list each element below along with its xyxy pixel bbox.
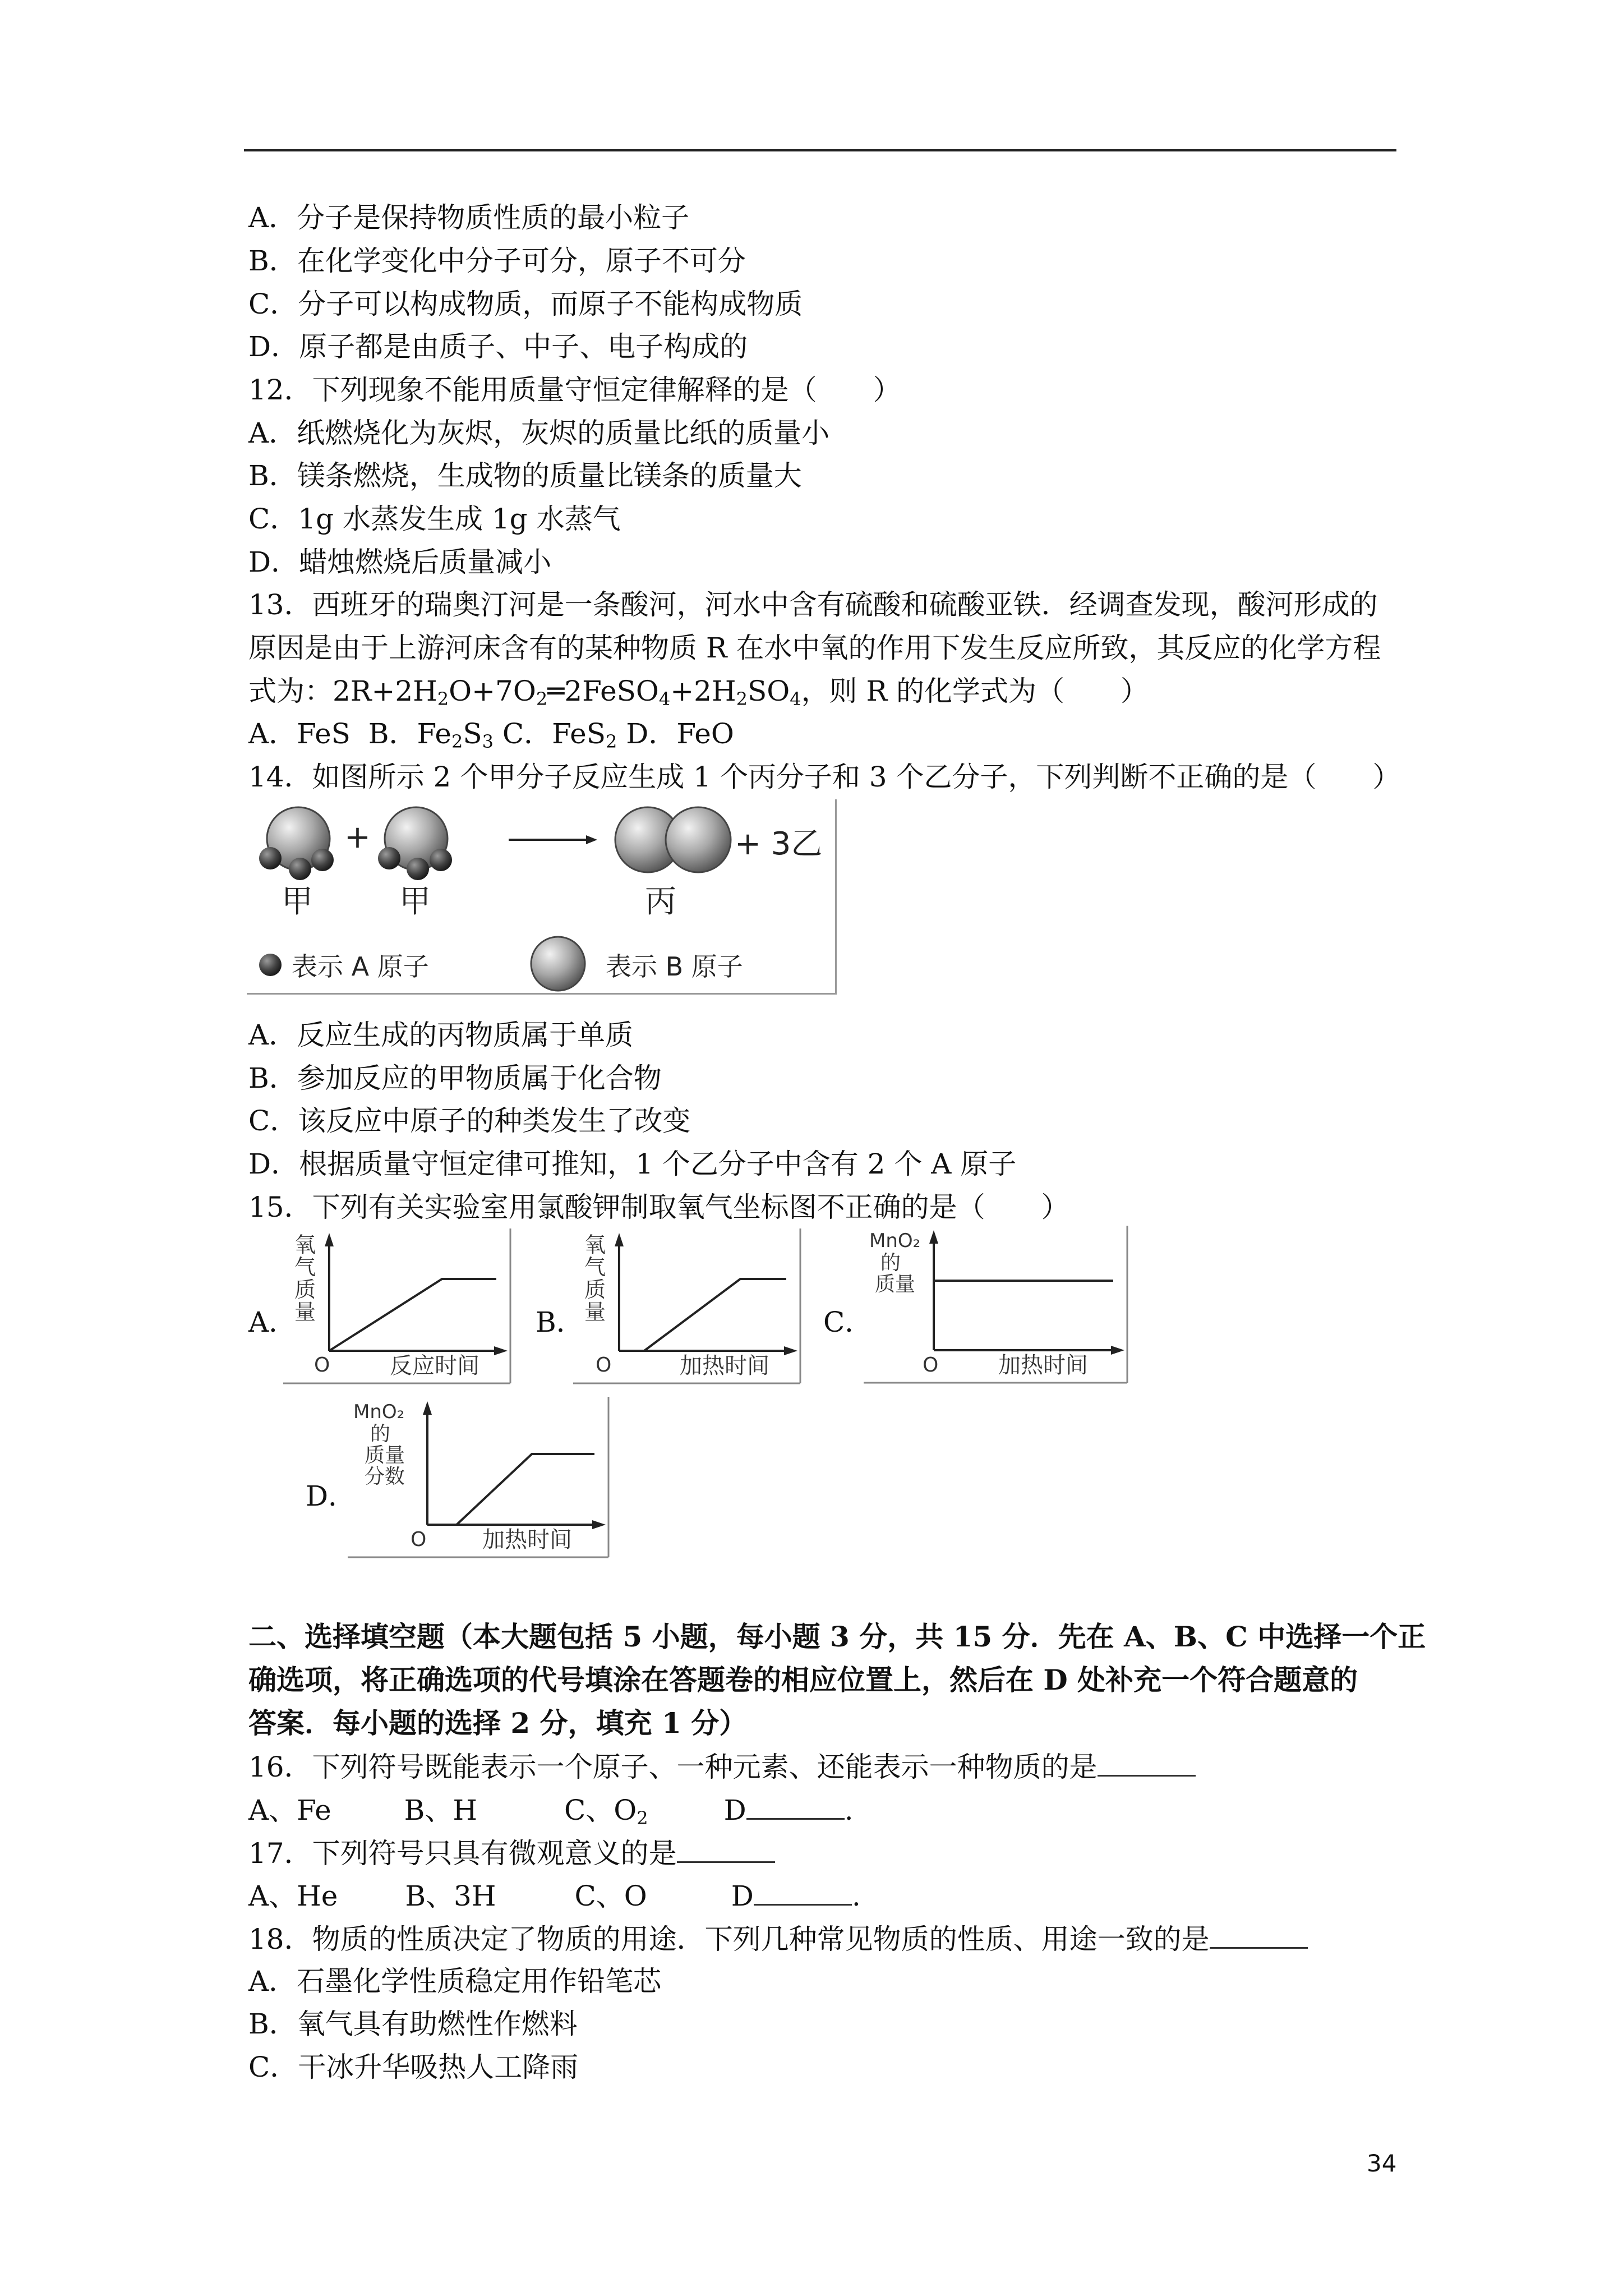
- graph-c-ylabel-0: MnO₂: [869, 1230, 921, 1252]
- q13-line-2: 原因是由于上游河床含有的某种物质 R 在水中氧的作用下发生反应所致，其反应的化学方程: [248, 632, 1381, 664]
- label-jia-2: 甲: [399, 884, 431, 920]
- q15-label-a: A．: [248, 1306, 297, 1338]
- jia-molecule-2: [378, 807, 452, 880]
- q13-equation-line: 式为：$2R+2H_2O+7O_2═2FeSO_4+2H_2SO_4$，则 R 的化学式为（ ）: [248, 675, 1149, 710]
- bing-molecule: [615, 807, 731, 872]
- legend-a-text: 表示 A 原子: [292, 951, 429, 982]
- graph-a-xlabel: 反应时间: [390, 1353, 479, 1379]
- graph-c-origin: O: [923, 1354, 939, 1377]
- q16-stem: 16．下列符号既能表示一个原子、一种元素、还能表示一种物质的是: [248, 1749, 1196, 1784]
- legend-a-atom: [259, 954, 282, 976]
- q17-options: A、He B、3H C、O D .: [248, 1878, 861, 1913]
- plus-sign-1: +: [344, 819, 371, 855]
- graph-d-ylabel-1: 的: [370, 1423, 391, 1446]
- q12-option-a: A．纸燃烧化为灰烬，灰烬的质量比纸的质量小: [248, 417, 830, 449]
- q12-stem: 12．下列现象不能用质量守恒定律解释的是（ ）: [248, 374, 901, 406]
- graph-b-ylabel-2: 质: [584, 1277, 606, 1302]
- legend-b-atom: [531, 937, 585, 991]
- graph-a-ylabel-0: 氧: [294, 1232, 316, 1257]
- q15-graph-b: [573, 1228, 806, 1386]
- q18-option-b: B．氧气具有助燃性作燃料: [248, 2008, 578, 2040]
- section2-line-1: 二、选择填空题（本大题包括 5 小题，每小题 3 分，共 15 分．先在 A、B、C 中选择一个正: [248, 1620, 1426, 1653]
- q13-line-1: 13．西班牙的瑞奥汀河是一条酸河，河水中含有硫酸和硫酸亚铁．经调查发现，酸河形成的: [248, 588, 1378, 621]
- graph-b-ylabel-0: 氧: [584, 1232, 606, 1257]
- reaction-arrow: [509, 835, 597, 844]
- q15-label-d: D．: [306, 1480, 357, 1512]
- q18-stem: 18．物质的性质决定了物质的用途．下列几种常见物质的性质、用途一致的是: [248, 1921, 1308, 1956]
- graph-b-xlabel: 加热时间: [680, 1353, 769, 1379]
- q14-option-b: B．参加反应的甲物质属于化合物: [248, 1062, 662, 1094]
- section2-line-2: 确选项，将正确选项的代号填涂在答题卷的相应位置上，然后在 D 处补充一个符合题意的: [248, 1663, 1358, 1696]
- q11-option-d: D．原子都是由质子、中子、电子构成的: [248, 330, 748, 363]
- graph-a-ylabel-1: 气: [294, 1255, 316, 1280]
- q16-answer-blank[interactable]: [1098, 1749, 1196, 1777]
- q12-option-c: C．1g 水蒸发生成 1g 水蒸气: [248, 503, 621, 535]
- graph-a-origin: O: [314, 1354, 330, 1377]
- q18-answer-blank[interactable]: [1210, 1921, 1308, 1949]
- q15-label-b: B．: [536, 1306, 584, 1338]
- jia-molecule-1: [259, 807, 334, 880]
- q12-option-d: D．蜡烛燃烧后质量减小: [248, 546, 552, 578]
- q15-stem: 15．下列有关实验室用氯酸钾制取氧气坐标图不正确的是（ ）: [248, 1191, 1069, 1223]
- graph-d-ylabel-0: MnO₂: [353, 1401, 405, 1423]
- graph-c-xlabel: 加热时间: [998, 1352, 1088, 1378]
- q16-d-blank[interactable]: [746, 1792, 845, 1820]
- header-rule: [244, 149, 1396, 151]
- q17-answer-blank[interactable]: [677, 1835, 775, 1863]
- label-bing: 丙: [645, 884, 676, 920]
- graph-d-ylabel-3: 分数: [365, 1465, 405, 1488]
- q14-option-c: C．该反应中原子的种类发生了改变: [248, 1105, 691, 1137]
- q15-graph-a: [283, 1228, 516, 1386]
- q14-stem: 14．如图所示 2 个甲分子反应生成 1 个丙分子和 3 个乙分子，下列判断不正确的是（ ）: [248, 761, 1401, 793]
- q12-option-b: B．镁条燃烧，生成物的质量比镁条的质量大: [248, 459, 802, 492]
- q14-option-d: D．根据质量守恒定律可推知，1 个乙分子中含有 2 个 A 原子: [248, 1148, 1017, 1180]
- q11-option-b: B．在化学变化中分子可分，原子不可分: [248, 245, 746, 277]
- legend-b-text: 表示 B 原子: [606, 951, 743, 982]
- graph-c-ylabel-1: 的: [880, 1251, 901, 1274]
- graph-a-ylabel-2: 质: [294, 1277, 316, 1302]
- graph-d-ylabel-2: 质量: [365, 1444, 405, 1467]
- q14-option-a: A．反应生成的丙物质属于单质: [248, 1019, 634, 1051]
- graph-b-line: [644, 1279, 786, 1351]
- graph-b-ylabel-1: 气: [584, 1255, 606, 1280]
- q18-option-c: C．干冰升华吸热人工降雨: [248, 2051, 579, 2083]
- q15-label-c: C．: [823, 1306, 873, 1338]
- graph-c-ylabel-2: 质量: [875, 1273, 916, 1296]
- q17-d-blank[interactable]: [754, 1878, 852, 1906]
- graph-a-ylabel-3: 量: [294, 1300, 316, 1324]
- graph-b-ylabel-3: 量: [584, 1300, 606, 1324]
- graph-a-line: [329, 1279, 496, 1351]
- page-number: 34: [1367, 2150, 1397, 2177]
- q13-options: A．FeS B．$Fe_2S_3$ C．FeS$_2$ D．FeO: [248, 717, 734, 752]
- q15-graph-d: [348, 1397, 614, 1559]
- graph-d-xlabel: 加热时间: [482, 1527, 572, 1553]
- q15-graph-c: [864, 1226, 1133, 1386]
- plus-three-yi: + 3乙: [735, 826, 823, 862]
- graph-d-origin: O: [411, 1528, 427, 1551]
- q11-option-a: A．分子是保持物质性质的最小粒子: [248, 201, 690, 234]
- graph-b-origin: O: [596, 1354, 612, 1377]
- q16-options: A、Fe B、H C、$O_2$ D .: [248, 1792, 854, 1827]
- q18-option-a: A．石墨化学性质稳定用作铅笔芯: [248, 1965, 662, 1998]
- label-jia-1: 甲: [282, 884, 313, 920]
- graph-d-line: [427, 1454, 594, 1525]
- q11-option-c: C．分子可以构成物质，而原子不能构成物质: [248, 288, 803, 320]
- molecule-reaction-diagram: [247, 799, 837, 995]
- section2-line-3: 答案．每小题的选择 2 分，填充 1 分）: [248, 1706, 748, 1740]
- q17-stem: 17．下列符号只具有微观意义的是: [248, 1835, 775, 1870]
